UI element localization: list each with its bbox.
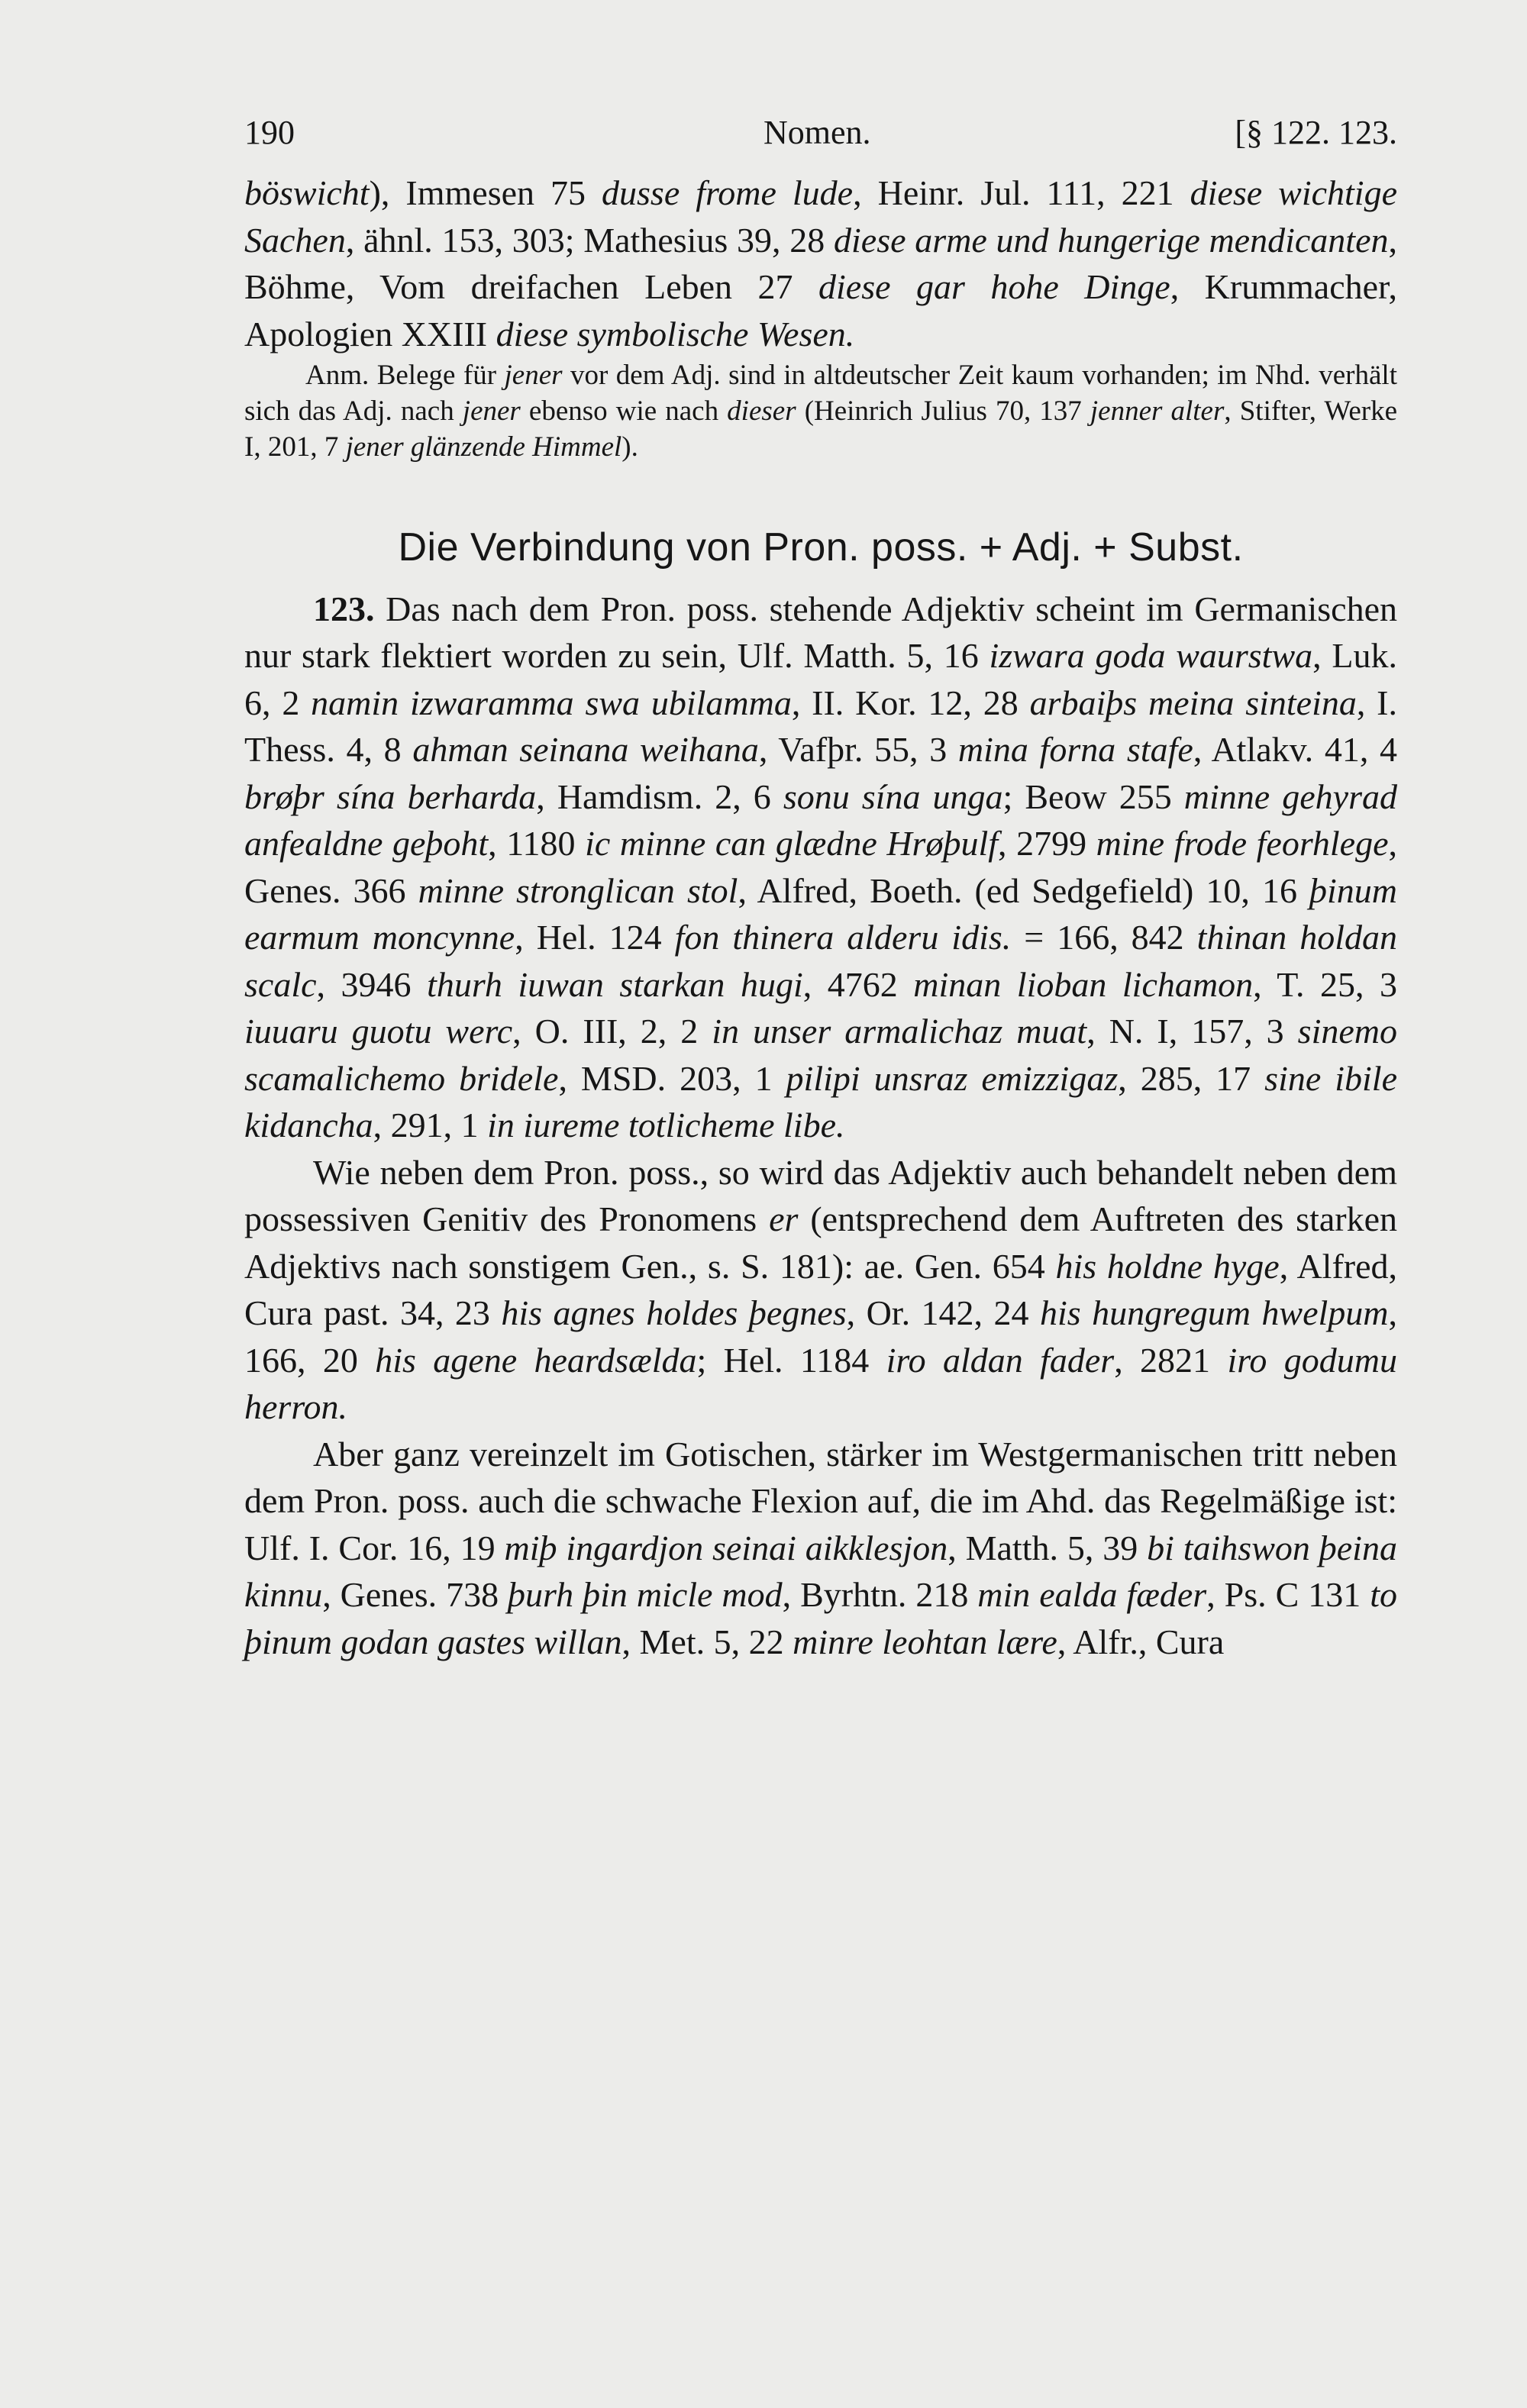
text-run: , 166, 20 <box>244 1293 1398 1380</box>
italic-run: minne stronglican stol <box>418 870 738 910</box>
annotation-note <box>244 357 1397 465</box>
italic-run: diese symbolische Wesen. <box>496 314 855 353</box>
italic-run: dusse frome lude <box>602 173 854 212</box>
text-run: , II. Kor. 12, 28 <box>791 683 1030 722</box>
paragraph-possessive-genitive <box>244 1149 1397 1431</box>
text-run: Das nach dem Pron. poss. stehende Adjektiv scheint im Germanischen nur stark flektiert worden zu sein, Ulf. Matth. 5, 16 <box>244 589 1397 675</box>
text-run: , MSD. 203, 1 <box>558 1058 786 1098</box>
italic-run: jener glänzende Himmel <box>345 431 622 463</box>
text-run: ). <box>621 431 638 463</box>
text-run: , Ps. C 131 <box>1206 1575 1370 1614</box>
italic-run: iuuaru guotu werc <box>244 1012 513 1051</box>
italic-run: jener <box>504 360 563 391</box>
text-run: , Vafþr. 55, 3 <box>758 730 958 769</box>
italic-run: pilipi unsraz emizzigaz <box>786 1058 1119 1098</box>
italic-run: thurh iuwan starkan hugi <box>427 964 803 1004</box>
text-run: Anm. Belege für <box>305 360 505 391</box>
italic-run: jenner alter <box>1090 395 1225 427</box>
page-number: 190 <box>244 114 295 151</box>
section-heading: Die Verbindung von Pron. poss. + Adj. + Subst. <box>398 525 1244 570</box>
text-run: , Stifter, Werke I, 201, 7 <box>244 395 1397 463</box>
italic-run: minne gehyrad anfealdne geþoht <box>244 776 1397 863</box>
text-run: , Byrhtn. 218 <box>782 1575 978 1614</box>
text-run: Aber ganz vereinzelt im Gotischen, stärker im Westgermanischen tritt neben dem Pron. poss. auch die schwache Flexion auf, die im Ahd. das Regelmäßige ist: Ulf. I. Cor. 16, 19 <box>244 1434 1397 1567</box>
text-run: , 1180 <box>488 824 586 863</box>
text-run: , Matth. 5, 39 <box>948 1528 1148 1567</box>
italic-run: diese arme und hungerige mendicanten <box>834 220 1389 260</box>
text-run: , 285, 17 <box>1118 1058 1265 1098</box>
text-run: , Alfred, Boeth. (ed Sedgefield) 10, 16 <box>738 870 1309 910</box>
italic-run: arbaiþs meina sinteina <box>1029 683 1357 722</box>
text-run: , Alfred, Cura past. 34, 23 <box>244 1246 1398 1332</box>
italic-run: diese gar hohe Dinge <box>818 267 1170 306</box>
italic-run: dieser <box>727 395 796 427</box>
text-run: , N. I, 157, 3 <box>1086 1012 1298 1051</box>
italic-run: þinum earmum moncynne <box>244 870 1397 957</box>
text-run: , 2799 <box>998 824 1096 863</box>
italic-run: ahman seinana weihana <box>412 730 759 769</box>
section-range: [§ 122. 123. <box>1235 114 1397 151</box>
text-run: , 2821 <box>1114 1340 1228 1380</box>
italic-run: sinemo scamalichemo bridele <box>244 1012 1397 1098</box>
section-number: 123. <box>313 589 375 628</box>
italic-run: diese wichtige Sachen <box>244 173 1398 260</box>
italic-run: iro aldan fader <box>886 1340 1115 1380</box>
text-run: ebenso wie nach <box>520 395 728 427</box>
italic-run: böswicht <box>244 173 370 212</box>
italic-run: his holdne hyge <box>1055 1246 1280 1286</box>
text-run: , 4762 <box>802 964 914 1004</box>
italic-run: miþ ingardjon seinai aikklesjon <box>504 1528 948 1567</box>
paragraph-123 <box>244 586 1397 1149</box>
italic-run: minan lioban lichamon <box>913 964 1254 1004</box>
text-run: ; Beow 255 <box>1002 776 1184 816</box>
text-run: , Or. 142, 24 <box>846 1293 1040 1332</box>
text-run: Wie neben dem Pron. poss., so wird das Adjektiv auch behandelt neben dem possessiven Genitiv des Pronomens <box>244 1152 1397 1238</box>
italic-run: er <box>769 1199 799 1238</box>
italic-run: namin izwaramma swa ubilamma <box>311 683 792 722</box>
italic-run: sonu sína unga <box>783 776 1003 816</box>
text-run: , Met. 5, 22 <box>621 1622 793 1661</box>
text-run: , Krummacher, Apologien XXIII <box>244 267 1398 353</box>
italic-run: izwara goda waurstwa <box>989 636 1313 675</box>
text-run: , O. III, 2, 2 <box>512 1012 712 1051</box>
text-run: (entsprechend dem Auftreten des starken Adjektivs nach sonstigem Gen., s. S. 181): ae. Gen. 654 <box>244 1199 1397 1286</box>
running-head <box>244 99 1397 160</box>
text-run: , Atlakv. 41, 4 <box>1193 730 1398 769</box>
text-run: , T. 25, 3 <box>1253 964 1398 1004</box>
text-run: = 166, 842 <box>1011 918 1197 957</box>
text-run: , Genes. 738 <box>322 1575 508 1614</box>
italic-run: in unser armalichaz muat <box>712 1012 1087 1051</box>
text-run: , Genes. 366 <box>244 824 1398 910</box>
paragraph-continued <box>244 169 1397 357</box>
italic-run: mina forna stafe <box>957 730 1193 769</box>
italic-run: brøþr sína berharda <box>244 776 537 816</box>
text-run: ; Hel. 1184 <box>696 1340 886 1380</box>
text-run: , Böhme, Vom dreifachen Leben 27 <box>244 220 1397 306</box>
italic-run: jener <box>462 395 521 427</box>
italic-run: sine ibile kidancha <box>244 1058 1398 1144</box>
text-run: , Luk. 6, 2 <box>244 636 1397 722</box>
text-run: , Hel. 124 <box>515 918 675 957</box>
italic-run: minre leohtan lære <box>793 1622 1057 1661</box>
text-run: (Heinrich Julius 70, 137 <box>796 395 1090 427</box>
paragraph-weak-flexion <box>244 1431 1397 1666</box>
text-run: , Alfr., Cura <box>1057 1622 1225 1661</box>
italic-run: his agnes holdes þegnes <box>501 1293 847 1332</box>
text-run: vor dem Adj. sind in altdeutscher Zeit kaum vorhanden; im Nhd. verhält sich das Adj. nach <box>244 360 1397 427</box>
italic-run: fon thinera alderu idis. <box>674 918 1012 957</box>
italic-run: mine frode feorhlege <box>1096 824 1389 863</box>
text-run: ), Immesen 75 <box>369 173 602 212</box>
italic-run: min ealda fæder <box>977 1575 1207 1614</box>
running-title: Nomen. <box>764 114 871 151</box>
italic-run: thinan holdan scalc <box>244 918 1397 1004</box>
italic-run: ic minne can glædne Hrøþulf <box>585 824 999 863</box>
italic-run: bi taihswon þeina kinnu <box>244 1528 1397 1614</box>
italic-run: his hungregum hwelpum <box>1039 1293 1389 1332</box>
text-run: , 3946 <box>316 964 428 1004</box>
text-run: , 291, 1 <box>373 1106 488 1144</box>
italic-run: to þinum godan gastes willan <box>244 1575 1397 1661</box>
body-text <box>244 169 1397 1665</box>
text-run: , I. Thess. 4, 8 <box>244 683 1397 769</box>
italic-run: in iureme totlicheme libe. <box>487 1106 845 1144</box>
italic-run: þurh þin micle mod <box>508 1575 783 1614</box>
text-run: , ähnl. 153, 303; Mathesius 39, 28 <box>345 220 834 260</box>
text-run: , Hamdism. 2, 6 <box>536 776 783 816</box>
text-column <box>244 99 1397 1665</box>
text-run: , Heinr. Jul. 111, 221 <box>853 173 1190 212</box>
italic-run: his agene heardsælda <box>375 1340 697 1380</box>
italic-run: iro godumu herron. <box>244 1340 1398 1426</box>
